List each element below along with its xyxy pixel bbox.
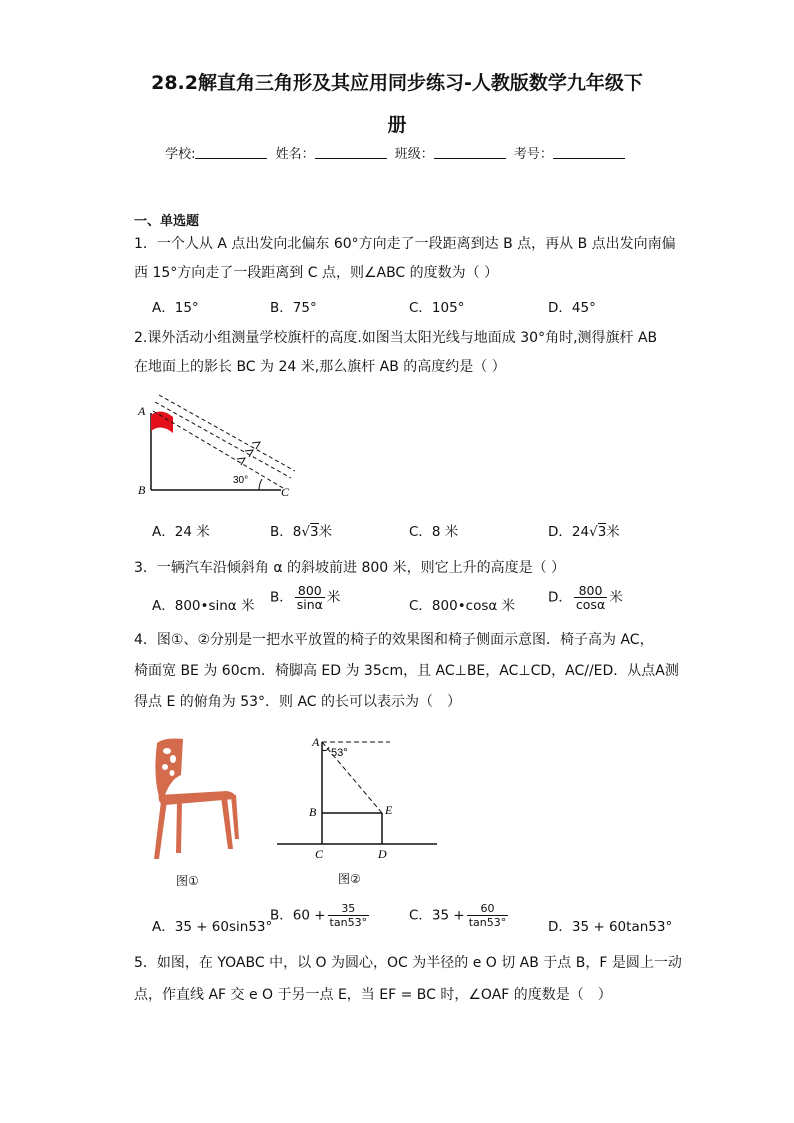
option-b: B．75° <box>270 300 317 316</box>
option-d-radicand: 3 <box>597 524 607 540</box>
option-d-fraction <box>574 584 607 611</box>
angle-arc <box>322 747 329 751</box>
angle-label: 53° <box>331 747 348 759</box>
question-4-text-2: 椅面宽 BE 为 60cm．椅脚高 ED 为 35cm，且 AC⊥BE，AC⊥CD，AC//ED．从点A测 <box>134 663 679 679</box>
question-1-text-2: 西 15°方向走了一段距离到 C 点，则∠ABC 的度数为（ ） <box>134 265 499 281</box>
question-5-text-2: 点，作直线 AF 交 e O 于另一点 E，当 EF = BC 时，∠OAF 的度数是（ ） <box>134 987 612 1003</box>
option-b-prefix: B． <box>270 589 293 606</box>
option-d-unit: 米 <box>606 524 620 540</box>
option-b <box>270 584 340 611</box>
option-c-prefix: C．35 + <box>409 907 465 924</box>
option-d-prefix: D．24 <box>548 524 590 540</box>
question-2-text: 2.课外活动小组测量学校旗杆的高度.如图当太阳光线与地面成 30°角时,测得旗杆 AB <box>134 330 658 346</box>
option-a: A．35 + 60sin53° <box>152 919 273 935</box>
fraction-numerator: 35 <box>328 902 370 916</box>
label-a: A <box>312 735 320 749</box>
option-d <box>548 520 620 540</box>
class-blank <box>434 146 506 159</box>
fraction-numerator: 800 <box>295 584 325 598</box>
exam-number-blank <box>553 146 625 159</box>
label-c: C <box>315 847 324 861</box>
label-b: B <box>138 483 146 497</box>
figure-1-caption: 图① <box>176 874 199 888</box>
label-b: B <box>309 805 317 819</box>
school-blank <box>195 146 267 159</box>
section-heading: 一、单选题 <box>134 214 200 229</box>
option-b-prefix: B．60 + <box>270 907 326 924</box>
fraction-denominator: tan53° <box>329 916 368 929</box>
angle-label: 30° <box>233 475 249 486</box>
question-4-text-3: 得点 E 的俯角为 53°．则 AC 的长可以表示为（ ） <box>134 694 462 710</box>
chair-shape <box>154 739 239 860</box>
page-title: 28.2解直角三角形及其应用同步练习-人教版数学九年级下 <box>151 72 643 94</box>
label-c: C <box>281 485 290 499</box>
option-b-fraction <box>328 902 370 929</box>
option-c <box>409 902 510 929</box>
option-c: C．8 米 <box>409 524 459 540</box>
chair-side-diagram <box>275 730 440 862</box>
question-3-text: 3．一辆汽车沿倾斜角 α 的斜坡前进 800 米，则它上升的高度是（ ） <box>134 560 566 576</box>
option-b <box>270 520 332 540</box>
option-b-fraction <box>295 584 325 611</box>
page-title-continued: 册 <box>387 114 407 136</box>
option-b-radicand: 3 <box>309 524 319 540</box>
question-1-text: 1．一个人从 A 点出发向北偏东 60°方向走了一段距离到达 B 点，再从 B 点出发向南偏 <box>134 236 676 252</box>
option-c: C．105° <box>409 300 465 316</box>
question-2-text-2: 在地面上的影长 BC 为 24 米,那么旗杆 AB 的高度约是（ ） <box>134 359 506 375</box>
angle-arc <box>259 479 262 490</box>
sun-ray-2 <box>155 402 291 478</box>
option-b-unit: 米 <box>318 524 333 540</box>
fraction-denominator: tan53° <box>468 916 507 929</box>
fraction-numerator: 800 <box>574 584 607 598</box>
ray-arrow-2 <box>245 450 253 457</box>
student-info-row <box>0 143 794 162</box>
label-d: D <box>378 847 387 861</box>
option-d: D．35 + 60tan53° <box>548 919 673 935</box>
name-label: 姓名： <box>275 147 315 162</box>
fraction-denominator: cosα <box>575 597 606 612</box>
fraction-numerator: 60 <box>467 902 509 916</box>
option-b-unit: 米 <box>326 589 341 606</box>
name-blank <box>315 146 387 159</box>
figure-2-caption: 图② <box>338 872 361 886</box>
option-d-prefix: D． <box>548 589 572 606</box>
option-b-prefix: B．8 <box>270 524 302 540</box>
school-label: 学校: <box>165 147 196 162</box>
option-a: A．15° <box>152 300 199 316</box>
question-5-text: 5．如图，在 YOABC 中，以 O 为圆心，OC 为半径的 e O 切 AB 于点 B，F 是圆上一动 <box>134 955 682 971</box>
question-4-text: 4．图①、②分别是一把水平放置的椅子的效果图和椅子侧面示意图．椅子高为 AC， <box>134 632 654 648</box>
option-c-fraction <box>467 902 509 929</box>
option-a: A．24 米 <box>152 524 210 540</box>
option-c: C．800•cosα 米 <box>409 598 516 614</box>
option-d-unit: 米 <box>609 589 623 606</box>
fraction-denominator: sinα <box>296 597 323 612</box>
sqrt-sign: √ <box>301 524 310 540</box>
flag-shape <box>151 411 173 433</box>
option-b <box>270 902 371 929</box>
sqrt-sign: √ <box>589 524 598 540</box>
option-a: A．800•sinα 米 <box>152 598 255 614</box>
chair-illustration <box>145 735 245 860</box>
label-e: E <box>385 803 393 817</box>
class-label: 班级： <box>394 147 434 162</box>
exam-number-label: 考号： <box>513 147 553 162</box>
flagpole-figure <box>133 393 308 503</box>
label-a: A <box>138 404 146 418</box>
option-d <box>548 584 623 611</box>
sun-ray-3 <box>159 395 295 471</box>
option-d: D．45° <box>548 300 596 316</box>
sun-ray-1 <box>153 411 283 488</box>
